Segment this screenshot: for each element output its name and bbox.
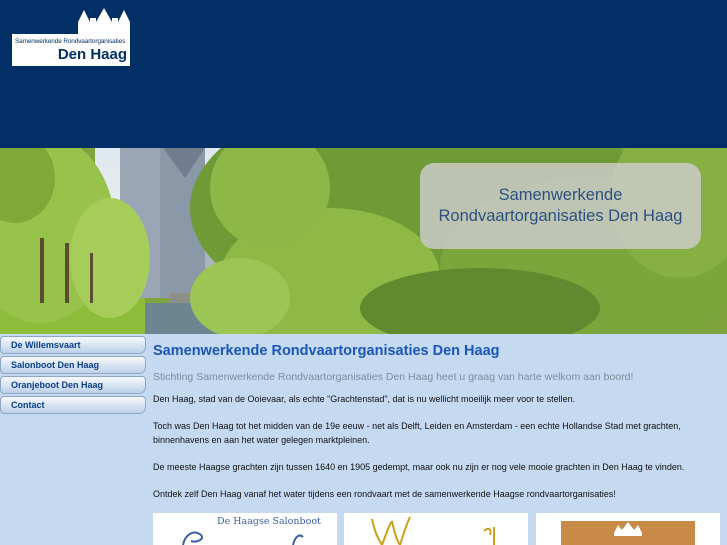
header [0,0,727,148]
sidebar-nav [0,336,146,416]
sidebar-item-contact[interactable]: Contact [0,396,146,414]
sidebar-item-oranjeboot[interactable]: Oranjeboot Den Haag [0,376,146,394]
page-title: Samenwerkende Rondvaartorganisaties Den Haag [153,343,500,359]
card-salonboot-title: De Haagse Salonboot [217,516,321,527]
card-willemsvaart[interactable] [344,513,528,545]
site-logo[interactable] [12,8,130,66]
boat-cards [153,513,727,545]
lead-text: Stichting Samenwerkende Rondvaartorganisaties Den Haag heet u graag van harte welkom aan boord! [153,371,634,383]
willemsvaart-logo-icon [344,513,528,545]
paragraph-1: Den Haag, stad van de Ooievaar, als echte "Grachtenstad", dat is nu wellicht moeilijk meer voor te stellen. [153,394,576,404]
hero-caption-box [420,163,701,249]
logo-subtitle: Samenwerkende Rondvaartorganisaties [15,38,126,45]
crown-icon [536,513,720,545]
salonboot-logo-icon [153,513,337,545]
card-salonboot[interactable] [153,513,337,545]
main-content [153,342,719,501]
castle-skyline-icon [78,8,130,38]
paragraph-3: De meeste Haagse grachten zijn tussen 1640 en 1905 gedempt, maar ook nu zijn er nog vele mooie grachten in Den Haag te vinden. [153,462,685,472]
card-oranjeboot[interactable] [536,513,720,545]
paragraph-2: Toch was Den Haag tot het midden van de 19e eeuw - net als Delft, Leiden en Amsterdam - een echte Hollandse Stad met grachten, binnenhavens en aan het water gelegen marktpleinen. [153,421,681,445]
hero-caption: Samenwerkende Rondvaartorganisaties Den Haag [438,186,683,225]
sidebar-item-salonboot[interactable]: Salonboot Den Haag [0,356,146,374]
hero-banner [0,148,727,334]
paragraph-4: Ontdek zelf Den Haag vanaf het water tijdens een rondvaart met de samenwerkende Haagse rondvaartorganisaties! [153,489,616,499]
sidebar-item-willemsvaart[interactable]: De Willemsvaart [0,336,146,354]
logo-title: Den Haag [57,46,127,63]
